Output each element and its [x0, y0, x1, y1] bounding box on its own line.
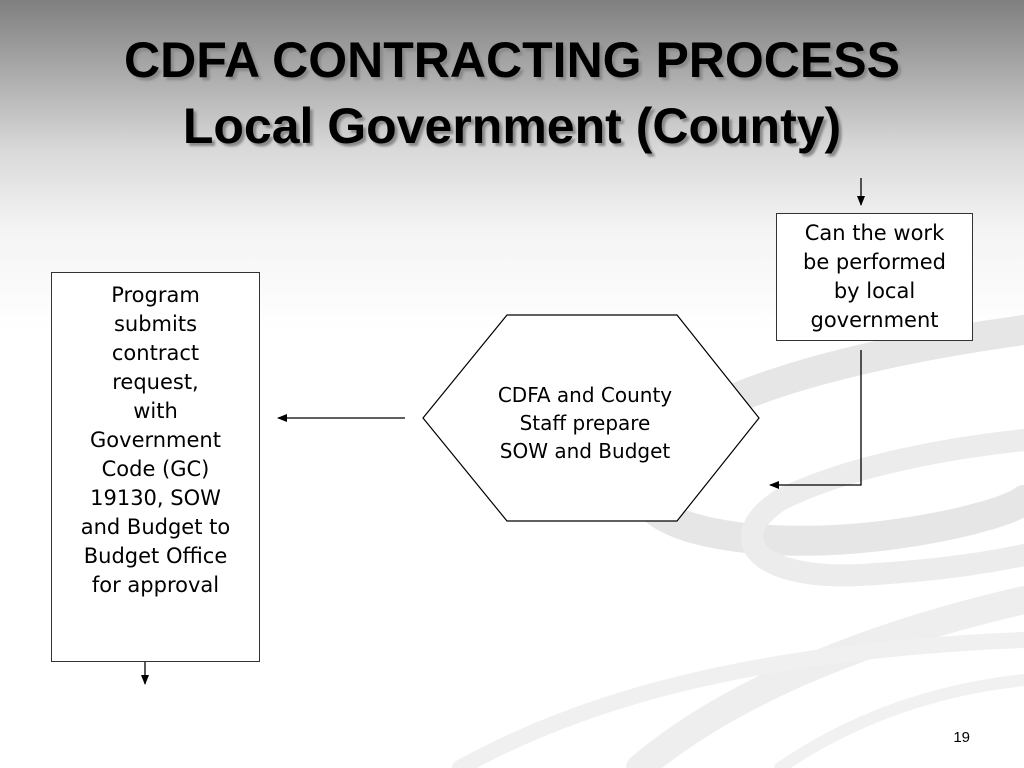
slide-title-line1: CDFA CONTRACTING PROCESS	[124, 32, 900, 88]
decision-line: Can the work	[804, 221, 945, 245]
arrow-decision-to-hexagon	[770, 350, 861, 485]
decision-line: by local	[833, 279, 916, 303]
program-request-line: contract	[111, 341, 200, 365]
program-request-line: Budget Office	[83, 544, 228, 568]
program-request-line: request,	[112, 370, 199, 394]
program-request-line: submits	[113, 312, 198, 336]
program-request-line: for approval	[91, 573, 220, 597]
program-request-line: Government	[90, 428, 221, 452]
program-request-line: Code (GC)	[101, 457, 210, 481]
prepare-sow-text	[470, 381, 700, 465]
decision-line: be performed	[802, 250, 947, 274]
page-number: 19	[953, 729, 970, 746]
hexagon-line: CDFA and County	[497, 383, 673, 407]
program-request-line: Program	[111, 283, 200, 307]
decision-line: government	[810, 308, 939, 332]
program-request-box	[51, 272, 260, 662]
program-request-line: and Budget to	[80, 515, 231, 539]
hexagon-line: Staff prepare	[519, 411, 651, 435]
local-government-decision-box	[776, 213, 973, 341]
hexagon-line: SOW and Budget	[499, 439, 671, 463]
program-request-line: 19130, SOW	[90, 486, 221, 510]
slide-title-line2: Local Government (County)	[182, 98, 842, 154]
program-request-line: with	[133, 399, 178, 423]
